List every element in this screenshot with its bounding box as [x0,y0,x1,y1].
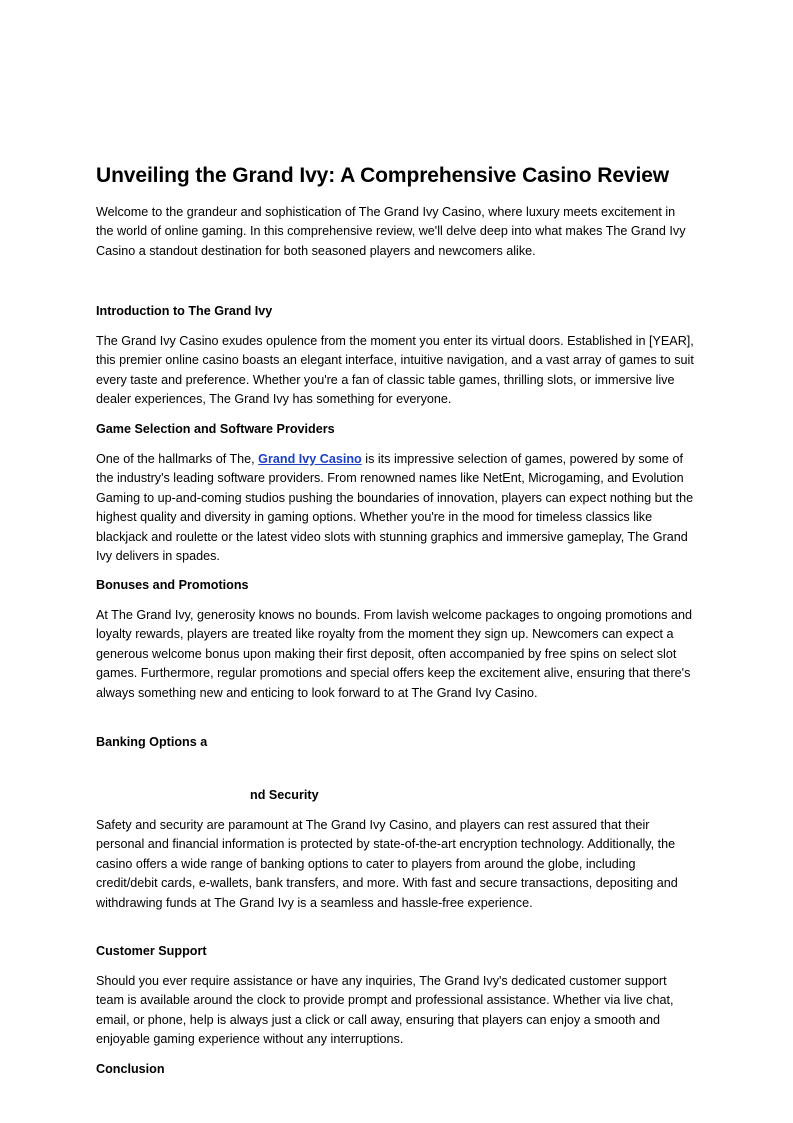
conclusion-heading: Conclusion [96,1062,165,1076]
introduction-paragraph: The Grand Ivy Casino exudes opulence from the moment you enter its virtual doors. Established in [YEAR], this premier online casino boasts an elegant interface, intuitive navigation, and a vast array of games to suit every taste and preference. Whether you're a fan of classic table games, thrilling slots, or immersive live dealer experiences, The Grand Ivy has something for everyone. [96,334,694,407]
introduction-heading: Introduction to The Grand Ivy [96,304,273,318]
bonuses-paragraph: At The Grand Ivy, generosity knows no bounds. From lavish welcome packages to ongoing promotions and loyalty rewards, players are treated like royalty from the moment they sign up. Newcomers can expect a generous welcome bonus upon making their first deposit, often accompanied by free spins on select slot games. Furthermore, regular promotions and special offers keep the excitement alive, ensuring that there's always something new and enticing to look forward to at The Grand Ivy Casino. [96,608,692,700]
games-paragraph [96,450,696,566]
bonuses-heading: Bonuses and Promotions [96,578,249,592]
banking-heading-part2: nd Security [250,788,319,802]
banking-paragraph: Safety and security are paramount at The Grand Ivy Casino, and players can rest assured that their personal and financial information is protected by state-of-the-art encryption technology. Additionally, the casino offers a wide range of banking options to cater to players from around the globe, including credit/debit cards, e-wallets, bank transfers, and more. With fast and secure transactions, depositing and withdrawing funds at The Grand Ivy is a seamless and hassle-free experience. [96,818,678,910]
intro-paragraph: Welcome to the grandeur and sophistication of The Grand Ivy Casino, where luxury meets excitement in the world of online gaming. In this comprehensive review, we'll delve deep into what makes The Grand Ivy Casino a standout destination for both seasoned players and newcomers alike. [96,205,686,258]
support-paragraph: Should you ever require assistance or have any inquiries, The Grand Ivy's dedicated customer support team is available around the clock to provide prompt and professional assistance. Whether via live chat, email, or phone, help is always just a click or call away, ensuring that players can enjoy a smooth and enjoyable gaming experience without any interruptions. [96,974,674,1047]
banking-heading-part1: Banking Options a [96,735,208,749]
support-heading: Customer Support [96,944,207,958]
games-text-after: is its impressive selection of games, powered by some of the industry's leading software providers. From renowned names like NetEnt, Microgaming, and Evolution Gaming to up-and-coming studios pushing the boundaries of innovation, players can expect nothing but the highest quality and diversity in gaming options. Whether you're in the mood for timeless classics like blackjack and roulette or the latest video slots with stunning graphics and immersive gameplay, The Grand Ivy delivers in spades. [96,452,694,564]
games-text-before: One of the hallmarks of The, [96,452,259,466]
page-title: Unveiling the Grand Ivy: A Comprehensive Casino Review [96,164,670,187]
grand-ivy-casino-link[interactable]: Grand Ivy Casino [258,452,362,466]
games-heading: Game Selection and Software Providers [96,422,335,436]
